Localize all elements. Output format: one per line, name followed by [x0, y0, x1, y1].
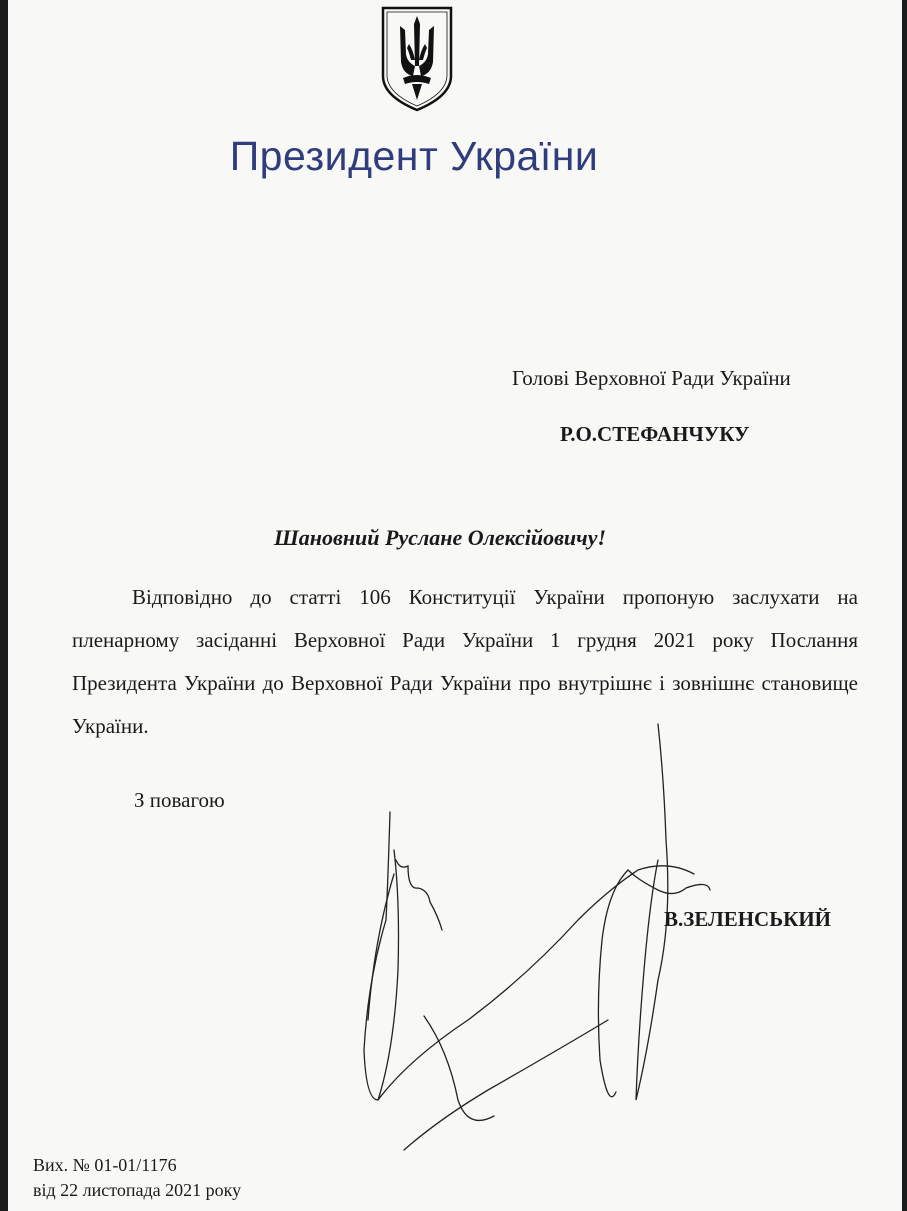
outgoing-date: від 22 листопада 2021 року [33, 1180, 242, 1200]
tryzub-emblem-icon [379, 4, 455, 114]
signer-name: В.ЗЕЛЕНСЬКИЙ [664, 907, 832, 931]
letter-body-text: Відповідно до статті 106 Конституції України пропоную заслухати на пленарному засіданні Верховної Ради України 1 грудня 2021 року Послання Президента України до Верховної Ради України про внутрішнє і зовнішнє становище України. [72, 585, 858, 738]
outgoing-number: Вих. № 01-01/1176 [33, 1155, 177, 1175]
closing: З повагою [134, 788, 225, 812]
addressee-position: Голові Верховної Ради України [512, 366, 791, 390]
header-title: Президент України [229, 133, 599, 179]
addressee-name: Р.О.СТЕФАНЧУКУ [560, 422, 750, 446]
salutation: Шановний Руслане Олексійовичу! [274, 525, 607, 550]
letter-page [8, 0, 902, 1211]
handwritten-signature [338, 720, 728, 1170]
